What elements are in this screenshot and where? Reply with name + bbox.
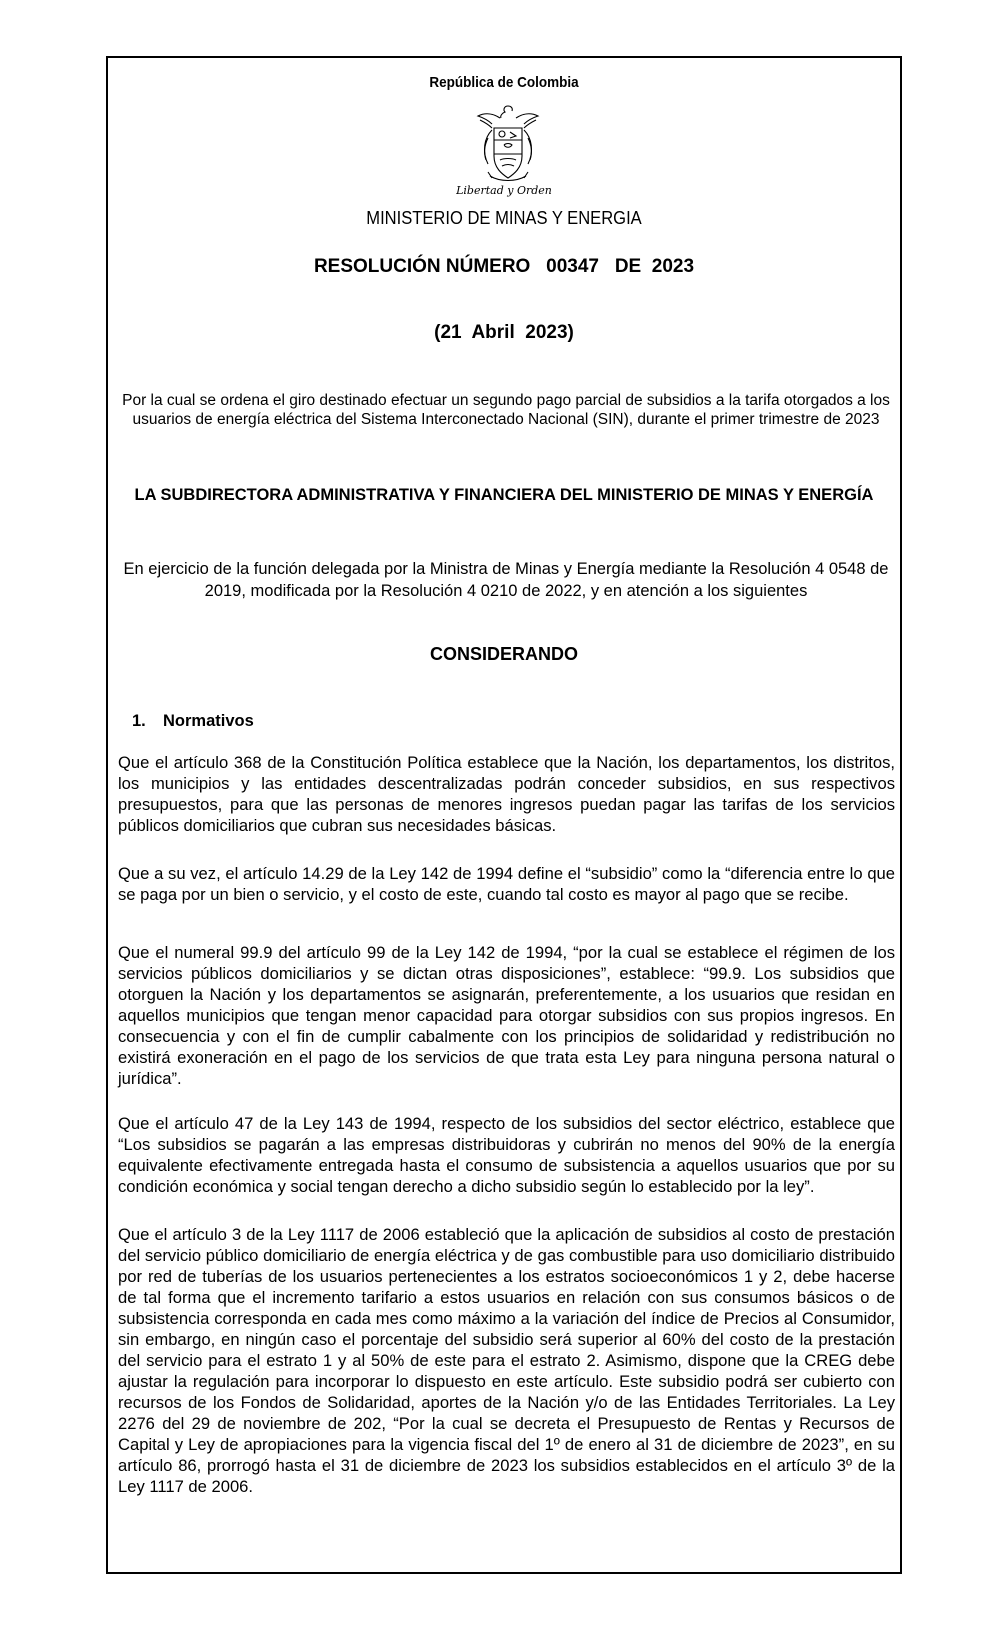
paragraph: Que el artículo 47 de la Ley 143 de 1994, respecto de los subsidios del sector eléctrico, establece que “Los subsidios se pagarán a las empresas distribuidoras y cubrirán no menos del 90% de la energía equivalente efectivamente entregada hasta el consumo de subsistencia a aquellos usuarios que por su condición económica y social tengan derecho a dicho subsidio según lo establecido por la ley”. xyxy=(118,1114,895,1196)
delegation-statement: En ejercicio de la función delegada por la Ministra de Minas y Energía mediante la Resolución 4 0548 de 2019, modificada por la Resolución 4 0210 de 2022, y en atención a los siguientes xyxy=(123,560,889,600)
resolution-date: (21 Abril 2023) xyxy=(434,322,574,343)
issuing-authority: LA SUBDIRECTORA ADMINISTRATIVA Y FINANCIERA DEL MINISTERIO DE MINAS Y ENERGÍA xyxy=(134,486,874,504)
section-heading xyxy=(132,712,254,731)
ministry-name: MINISTERIO DE MINAS Y ENERGIA xyxy=(366,208,642,228)
paragraph: Que el artículo 368 de la Constitución Política establece que la Nación, los departamentos, los distritos, los municipios y las entidades descentralizadas podrán conceder subsidios, en sus respectivos presupuestos, para que las personas de menores ingresos puedan pagar las tarifas de los servicios públicos domiciliarios que cubran sus necesidades básicas. xyxy=(118,753,895,835)
paragraph: Que el numeral 99.9 del artículo 99 de la Ley 142 de 1994, “por la cual se establece el régimen de los servicios públicos domiciliarios y se dictan otras disposiciones”, establece: “99.9. Los subsidios que otorguen la Nación y los departamentos se asignarán, preferentemente, a los usuarios que residan en aquellos municipios que tengan menor capacidad para otorgar subsidios con sus propios ingresos. En consecuencia y con el fin de cumplir cabalmente con los principios de solidaridad y redistribución no existirá exoneración en el pago de los servicios de que trata esta Ley para ninguna persona natural o jurídica”. xyxy=(118,943,895,1088)
country-name: República de Colombia xyxy=(429,74,579,91)
motto: Libertad y Orden xyxy=(456,184,552,197)
resolution-subject: Por la cual se ordena el giro destinado efectuar un segundo pago parcial de subsidios a la tarifa otorgados a los usuarios de energía eléctrica del Sistema Interconectado Nacional (SIN), durante el primer trimestre de 2023 xyxy=(122,392,890,428)
section-title: Normativos xyxy=(163,712,254,730)
considerando-heading: CONSIDERANDO xyxy=(429,644,578,664)
section-number: 1. xyxy=(132,712,146,730)
resolution-number: RESOLUCIÓN NÚMERO 00347 DE 2023 xyxy=(313,256,695,277)
coat-of-arms-icon xyxy=(470,98,546,193)
paragraph: Que el artículo 3 de la Ley 1117 de 2006 estableció que la aplicación de subsidios al costo de prestación del servicio público domiciliario de energía eléctrica y de gas combustible para uso domiciliario distribuido por red de tuberías de los usuarios pertenecientes a los estratos socioeconómicos 1 y 2, debe hacerse de tal forma que el incremento tarifario a estos usuarios en relación con sus consumos básicos o de subsistencia corresponda en cada mes como máximo a la variación del índice de Precios al Consumidor, sin embargo, en ningún caso el porcentaje del subsidio será superior al 60% del costo de la prestación del servicio para el estrato 1 y al 50% de este para el estrato 2. Asimismo, dispone que la CREG debe ajustar la regulación para incorporar lo dispuesto en este artículo. Este subsidio podrá ser cubierto con recursos de los Fondos de Solidaridad, aportes de la Nación y/o de las Entidades Territoriales. La Ley 2276 del 29 de noviembre de 202, “Por la cual se decreta el Presupuesto de Rentas y Recursos de Capital y Ley de apropiaciones para la vigencia fiscal del 1º de enero al 31 de diciembre de 2023”, en su artículo 86, prorrogó hasta el 31 de diciembre de 2023 los subsidios establecidos en el artículo 3º de la Ley 1117 de 2006. xyxy=(118,1225,895,1496)
paragraph: Que a su vez, el artículo 14.29 de la Ley 142 de 1994 define el “subsidio” como la “diferencia entre lo que se paga por un bien o servicio, y el costo de este, cuando tal costo es mayor al pago que se recibe. xyxy=(118,864,895,904)
